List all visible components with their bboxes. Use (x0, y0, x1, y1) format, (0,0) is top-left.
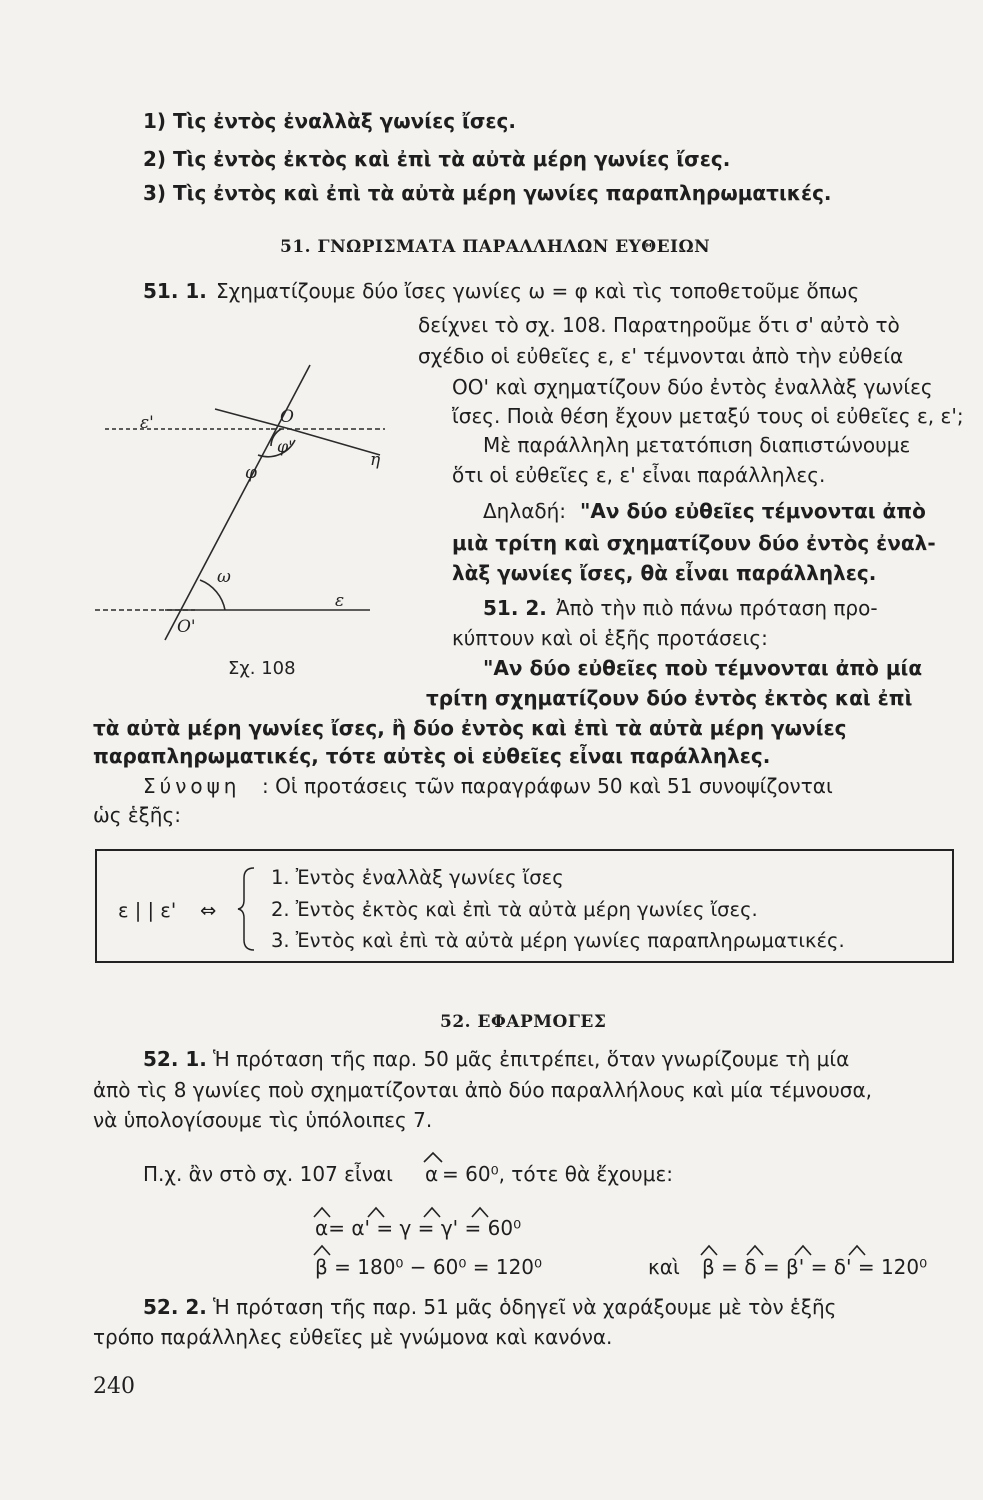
para-52-1-line-2: ἀπὸ τὶς 8 γωνίες ποὺ σχηματίζονται ἀπὸ δύο παραλλήλους καὶ μία τέμνουσα, (93, 1078, 873, 1102)
label-omega: ω (217, 567, 231, 587)
figure-108 (95, 360, 425, 690)
summary-item-3: 3. Ἐντὸς καὶ ἐπὶ τὰ αὐτὰ μέρη γωνίες παραπληρωματικές. (271, 929, 845, 952)
eq2-delta-prime: δ' (833, 1255, 852, 1279)
summary-text-line-2: ὡς ἑξῆς: (93, 803, 181, 827)
eq1-sym: = (328, 1216, 352, 1240)
eq2-beta-prime: β' (785, 1255, 805, 1279)
eq1-gamma-prime: γ' (440, 1216, 459, 1240)
rule-2-line-1: "Αν δύο εὐθεῖες ποὺ τέμνονται ἀπὸ μία (483, 656, 923, 680)
brace (236, 864, 258, 954)
label-eps: ε (335, 591, 345, 611)
line-eps-prime-left (215, 409, 290, 429)
para-51-1-line-4: ΟΟ' καὶ σχηματίζουν δύο ἐντὸς ἐναλλὰξ γωνίες (452, 375, 933, 399)
equivalence-arrow: ⇔ (200, 899, 217, 922)
eq1-alpha-prime: α' (351, 1216, 370, 1240)
eq1-sym: = (411, 1216, 441, 1240)
equation-2-left (315, 1255, 542, 1279)
rule-1-line-3: λὰξ γωνίες ἴσες, θὰ εἶναι παράλληλες. (452, 561, 877, 585)
intro-item-3: 3) Τὶς ἐντὸς καὶ ἐπὶ τὰ αὐτὰ μέρη γωνίες παραπληρωματικές. (143, 181, 832, 205)
para-52-1-line-3: νὰ ὑπολογίσουμε τὶς ὑπόλοιπες 7. (93, 1108, 433, 1132)
page-number: 240 (93, 1374, 135, 1399)
rule-1-line-1: "Αν δύο εὐθεῖες τέμνονται ἀπὸ (580, 499, 926, 523)
intro-item-1: 1) Τὶς ἐντὸς ἐναλλὰξ γωνίες ἴσες. (143, 109, 517, 133)
summary-text: : Οἱ προτάσεις τῶν παραγράφων 50 καὶ 51 συνοψίζονται (262, 774, 833, 798)
eq2-hats (312, 1243, 912, 1257)
label-O: O (280, 407, 294, 427)
angle-hat (423, 1151, 443, 1163)
para-51-1-line-3: σχέδιο οἱ εὐθεῖες ε, ε' τέμνονται ἀπὸ τὴν εὐθεία (418, 344, 904, 368)
summary-item-2: 2. Ἐντὸς ἐκτὸς καὶ ἐπὶ τὰ αὐτὰ μέρη γωνίες ἴσες. (271, 898, 758, 921)
section-51-heading: 51. ΓΝΩΡΙΣΜΑΤΑ ΠΑΡΑΛΛΗΛΩΝ ΕΥΘΕΙΩΝ (280, 237, 711, 257)
summary-item-1: 1. Ἐντὸς ἐναλλὰξ γωνίες ἴσες (271, 866, 564, 889)
eq2-beta: β (315, 1255, 328, 1279)
rule-2-line-4: παραπληρωματικές, τότε αὐτὲς οἱ εὐθεῖες εἶναι παράλληλες. (93, 744, 771, 768)
para-51-1-line-1: Σχηματίζουμε δύο ἴσες γωνίες ω = φ καὶ τὶς τοποθετοῦμε ὅπως (216, 279, 860, 303)
figure-caption: Σχ. 108 (228, 658, 296, 679)
para-51-2-number: 51. 2. (483, 596, 547, 620)
para-52-2-number: 52. 2. (143, 1295, 207, 1319)
eq1-hats (312, 1205, 572, 1219)
para-51-1-line-7: ὅτι οἱ εὐθεῖες ε, ε' εἶναι παράλληλες. (452, 463, 826, 487)
para-52-2-line-1: Ἡ πρόταση τῆς παρ. 51 μᾶς ὁδηγεῖ νὰ χαράξουμε μὲ τὸν ἑξῆς (213, 1295, 837, 1319)
eq2-value: = 180⁰ − 60⁰ = 120⁰ (327, 1255, 543, 1279)
eq1-alpha: α (315, 1216, 329, 1240)
summary-word: Σύνοψη (143, 774, 241, 798)
para-52-1-number: 52. 1. (143, 1047, 207, 1071)
eq2-sym: = (756, 1255, 786, 1279)
example-alpha: α (425, 1162, 439, 1186)
equation-2-and: καὶ (648, 1255, 680, 1279)
rule-2-line-2: τρίτη σχηματίζουν δύο ἐντὸς ἐκτὸς καὶ ἐπὶ (426, 686, 913, 710)
eq2-right-value: = 120⁰ (851, 1255, 928, 1279)
label-eps-prime: ε' (140, 413, 154, 433)
label-O-prime: O' (177, 617, 196, 637)
eq1-value: = 60⁰ (458, 1216, 522, 1240)
rule-1-line-2: μιὰ τρίτη καὶ σχηματίζουν δύο ἐντὸς ἐναλ- (452, 531, 936, 555)
para-51-2-line-2: κύπτουν καὶ οἱ ἑξῆς προτάσεις: (452, 626, 768, 650)
eq2-delta: δ (744, 1255, 757, 1279)
label-phi-prime: φ' (277, 437, 293, 456)
eq2-sym: = (804, 1255, 834, 1279)
eq2-sym: = (714, 1255, 745, 1279)
intro-item-2: 2) Τὶς ἐντὸς ἐκτὸς καὶ ἐπὶ τὰ αὐτὰ μέρη γωνίες ἴσες. (143, 147, 731, 171)
equation-1 (315, 1216, 521, 1240)
para-51-1-line-6: Μὲ παράλληλη μετατόπιση διαπιστώνουμε (483, 433, 911, 457)
eq2-beta-r: β (702, 1255, 715, 1279)
that-is-label: Δηλαδή: (483, 499, 567, 523)
label-eta: η (370, 450, 381, 470)
eq1-gamma: γ (399, 1216, 412, 1240)
summary-condition: ε | | ε' (118, 899, 177, 922)
para-52-1-line-1: Ἡ πρόταση τῆς παρ. 50 μᾶς ἐπιτρέπει, ὅταν γνωρίζουμε τὴ μία (213, 1047, 850, 1071)
label-phi: φ (245, 463, 257, 483)
rule-2-line-3: τὰ αὐτὰ μέρη γωνίες ἴσες, ἢ δύο ἐντὸς καὶ ἐπὶ τὰ αὐτὰ μέρη γωνίες (93, 716, 847, 740)
para-51-2-line-1: Ἀπὸ τὴν πιὸ πάνω πρόταση προ- (556, 596, 878, 620)
para-52-2-line-2: τρόπο παράλληλες εὐθεῖες μὲ γνώμονα καὶ κανόνα. (93, 1325, 613, 1349)
equation-2-right (702, 1255, 927, 1279)
line-eps-prime (290, 429, 380, 455)
para-51-1-line-5: ἴσες. Ποιὰ θέση ἔχουν μεταξύ τους οἱ εὐθεῖες ε, ε'; (452, 404, 964, 428)
para-51-1-number: 51. 1. (143, 279, 207, 303)
para-51-1-line-2: δείχνει τὸ σχ. 108. Παρατηροῦμε ὅτι σ' αὐτὸ τὸ (418, 313, 900, 337)
eq1-sym: = (370, 1216, 400, 1240)
example-eq: = 60⁰, τότε θὰ ἔχουμε: (442, 1162, 674, 1186)
example-prefix: Π.χ. ἂν στὸ σχ. 107 εἶναι (143, 1162, 393, 1186)
section-52-heading: 52. ΕΦΑΡΜΟΓΕΣ (440, 1012, 607, 1032)
